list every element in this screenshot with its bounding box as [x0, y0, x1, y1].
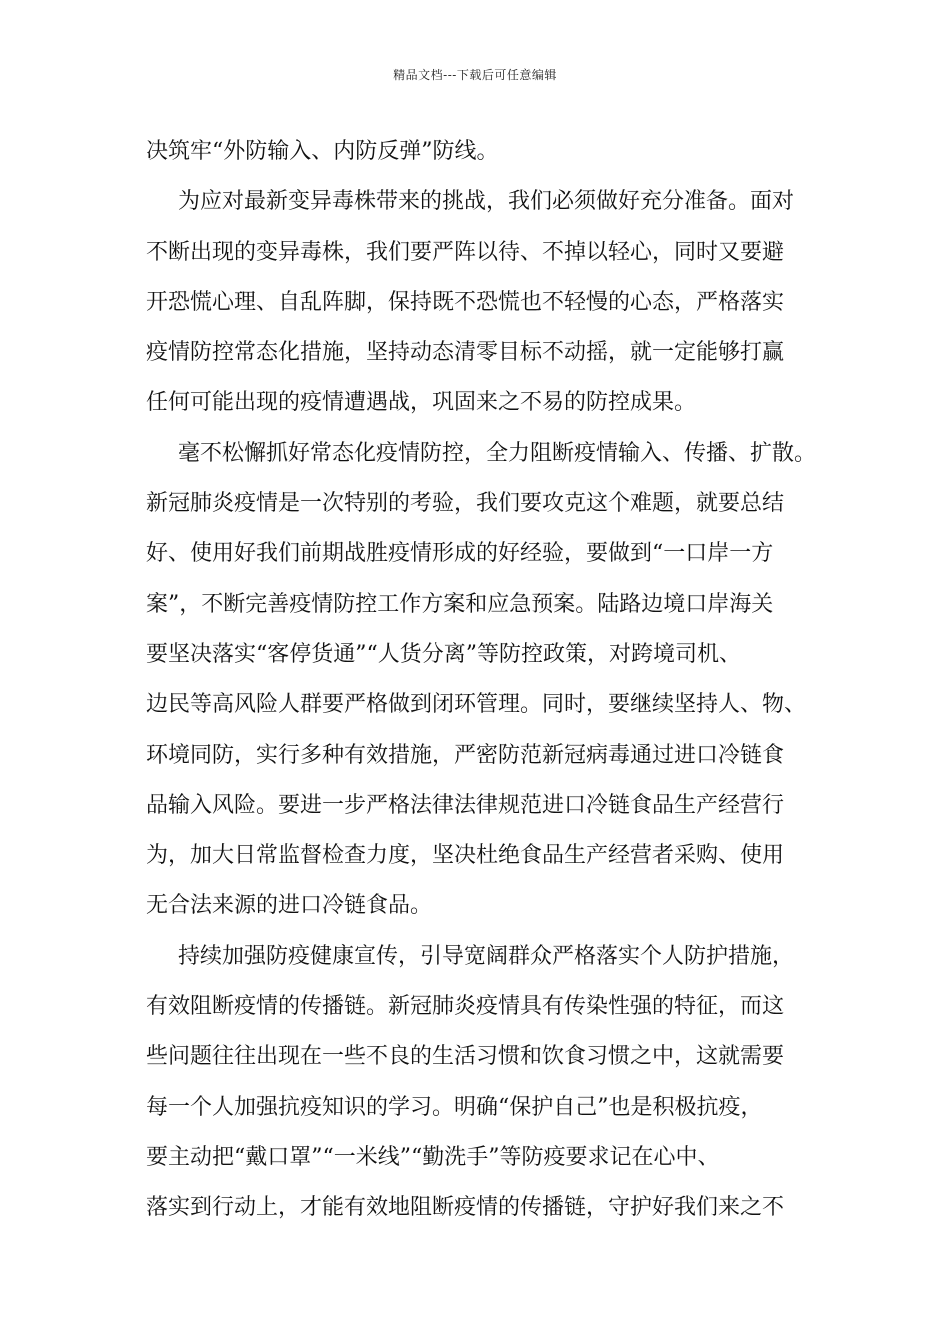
- paragraph-line: 案”，不断完善疫情防控工作方案和应急预案。陆路边境口岸海关: [146, 591, 774, 617]
- paragraph-line: 毫不松懈抓好常态化疫情防控，全力阻断疫情输入、传播、扩散。: [178, 440, 817, 466]
- paragraph-line: 每一个人加强抗疫知识的学习。明确“保护自己”也是积极抗疫，: [146, 1094, 763, 1120]
- paragraph-line: 无合法来源的进口冷链食品。: [146, 893, 433, 919]
- paragraph-line: 开恐慌心理、自乱阵脚，保持既不恐慌也不轻慢的心态，严格落实: [146, 289, 785, 315]
- paragraph-line: 决筑牢“外防输入、内防反弹”防线。: [146, 139, 499, 164]
- paragraph-2: [146, 177, 836, 428]
- paragraph-3: [146, 429, 836, 932]
- paragraph-line: 品输入风险。要进一步严格法律法律规范进口冷链食品生产经营行: [146, 792, 785, 818]
- paragraph-line: 为应对最新变异毒株带来的挑战，我们必须做好充分准备。面对: [178, 189, 795, 215]
- paragraph-1: [146, 127, 836, 177]
- paragraph-line: 好、使用好我们前期战胜疫情形成的好经验，要做到“一口岸一方: [146, 541, 774, 567]
- paragraph-line: 疫情防控常态化措施，坚持动态清零目标不动摇，就一定能够打赢: [146, 340, 785, 366]
- page-header: 精品文档---下载后可任意编辑: [393, 68, 557, 82]
- paragraph-line: 边民等高风险人群要严格做到闭环管理。同时，要继续坚持人、物、: [146, 692, 807, 718]
- paragraph-line: 要主动把“戴口罩”“一米线”“勤洗手”等防疫要求记在心中、: [146, 1144, 720, 1170]
- paragraph-line: 不断出现的变异毒株，我们要严阵以待、不掉以轻心，同时又要避: [146, 239, 785, 265]
- paragraph-line: 有效阻断疫情的传播链。新冠肺炎疫情具有传染性强的特征，而这: [146, 994, 785, 1020]
- paragraph-line: 持续加强防疫健康宣传，引导宽阔群众严格落实个人防护措施，: [178, 943, 795, 969]
- paragraph-line: 任何可能出现的疫情遭遇战，巩固来之不易的防控成果。: [146, 390, 697, 416]
- paragraph-line: 新冠肺炎疫情是一次特别的考验，我们要攻克这个难题，就要总结: [146, 491, 785, 517]
- paragraph-line: 为，加大日常监督检查力度，坚决杜绝食品生产经营者采购、使用: [146, 843, 785, 869]
- document-body: [146, 127, 836, 1234]
- paragraph-line: 环境同防，实行多种有效措施，严密防范新冠病毒通过进口冷链食: [146, 742, 785, 768]
- paragraph-line: 些问题往往出现在一些不良的生活习惯和饮食习惯之中，这就需要: [146, 1044, 785, 1070]
- paragraph-line: 落实到行动上，才能有效地阻断疫情的传播链，守护好我们来之不: [146, 1195, 785, 1221]
- paragraph-4: [146, 932, 836, 1234]
- paragraph-line: 要坚决落实“客停货通”“人货分离”等防控政策，对跨境司机、: [146, 641, 741, 667]
